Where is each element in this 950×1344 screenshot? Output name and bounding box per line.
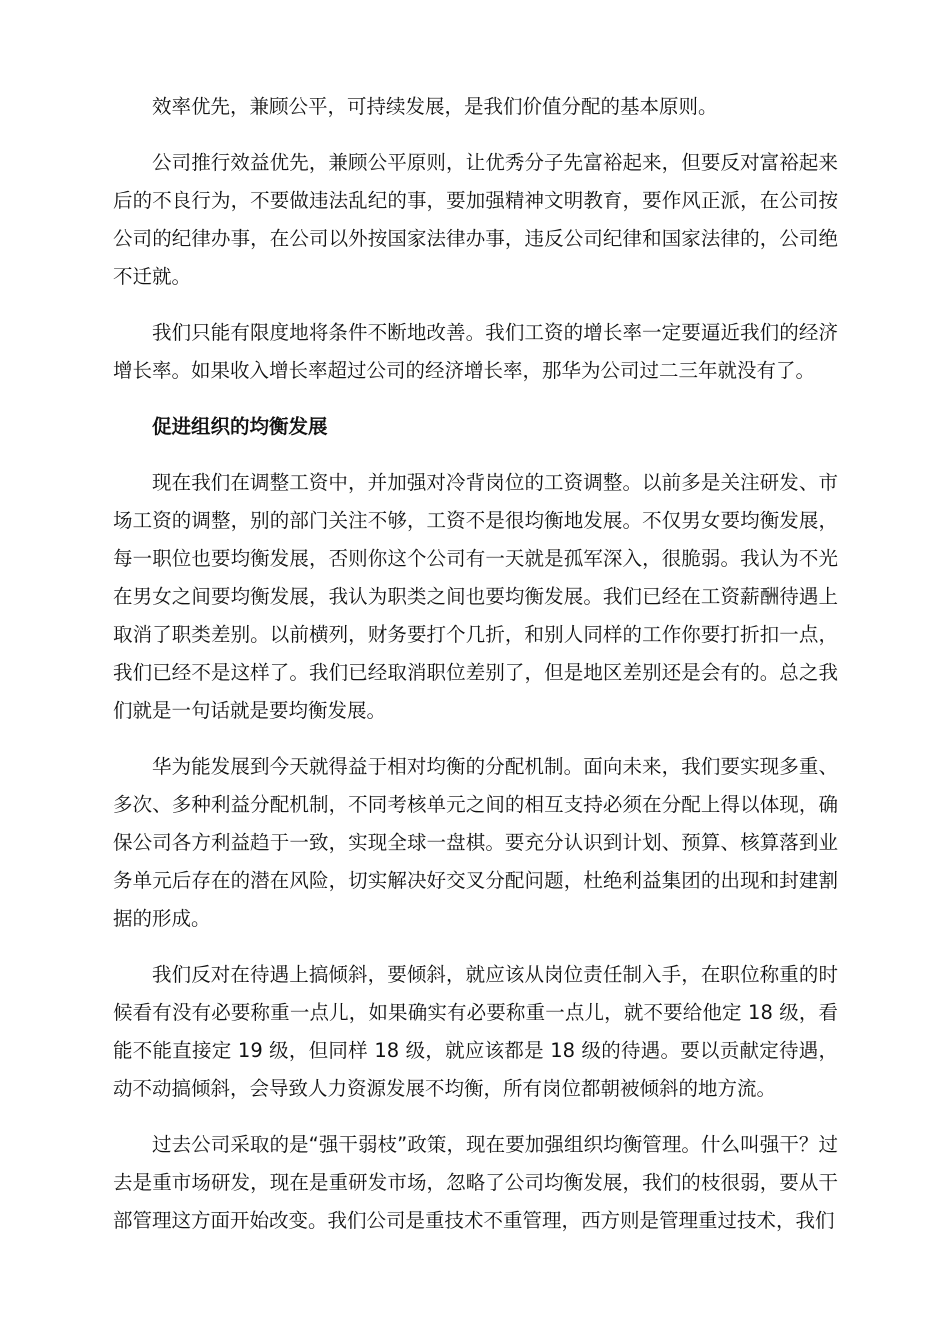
paragraph-fairness: 公司推行效益优先，兼顾公平原则，让优秀分子先富裕起来，但要反对富裕起来后的不良行为，不要做违法乱纪的事，要加强精神文明教育，要作风正派，在公司按公司的纪律办事，在公司以外按国家法律办事，违反公司纪律和国家法律的，公司绝不迁就。 xyxy=(113,151,838,288)
paragraph-wage-adjustment: 现在我们在调整工资中，并加强对冷背岗位的工资调整。以前多是关注研发、市场工资的调整，别的部门关注不够，工资不是很均衡地发展。不仅男女要均衡发展，每一职位也要均衡发展，否则你这个公司有一天就是孤军深入，很脆弱。我认为不光在男女之间要均衡发展，我认为职类之间也要均衡发展。我们已经在工资薪酬待遇上取消了职类差别。以前横列，财务要打个几折，和别人同样的工作你要打折扣一点，我们已经不是这样了。我们已经取消职位差别了，但是地区差别还是会有的。总之我们就是一句话就是要均衡发展。 xyxy=(113,471,838,722)
paragraph-no-favoritism: 我们反对在待遇上搞倾斜，要倾斜，就应该从岗位责任制入手，在职位称重的时候看有没有必要称重一点儿，如果确实有必要称重一点儿，就不要给他定 18 级，看能不能直接定 19 级，但同样 18 级，就应该都是 18 级的待遇。要以贡献定待遇，动不动搞倾斜，会导致人力资源发展不均衡，所有岗位都朝被倾斜的地方流。 xyxy=(113,963,838,1100)
paragraph-organization-balance: 过去公司采取的是“强干弱枝”政策，现在要加强组织均衡管理。什么叫强干？过去是重市场研发，现在是重研发市场，忽略了公司均衡发展，我们的枝很弱，要从干部管理这方面开始改变。我们公司是重技术不重管理，西方则是管理重过技术，我们 xyxy=(113,1133,838,1232)
document-page xyxy=(113,88,838,1258)
paragraph-principle: 效率优先，兼顾公平，可持续发展，是我们价值分配的基本原则。 xyxy=(152,95,718,118)
paragraph-distribution-mechanism: 华为能发展到今天就得益于相对均衡的分配机制。面向未来，我们要实现多重、多次、多种利益分配机制，不同考核单元之间的相互支持必须在分配上得以体现，确保公司各方利益趋于一致，实现全球一盘棋。要充分认识到计划、预算、核算落到业务单元后存在的潜在风险，切实解决好交叉分配问题，杜绝利益集团的出现和封建割据的形成。 xyxy=(113,755,838,930)
section-heading: 促进组织的均衡发展 xyxy=(152,415,328,438)
paragraph-wage-growth: 我们只能有限度地将条件不断地改善。我们工资的增长率一定要逼近我们的经济增长率。如果收入增长率超过公司的经济增长率，那华为公司过二三年就没有了。 xyxy=(113,321,838,382)
